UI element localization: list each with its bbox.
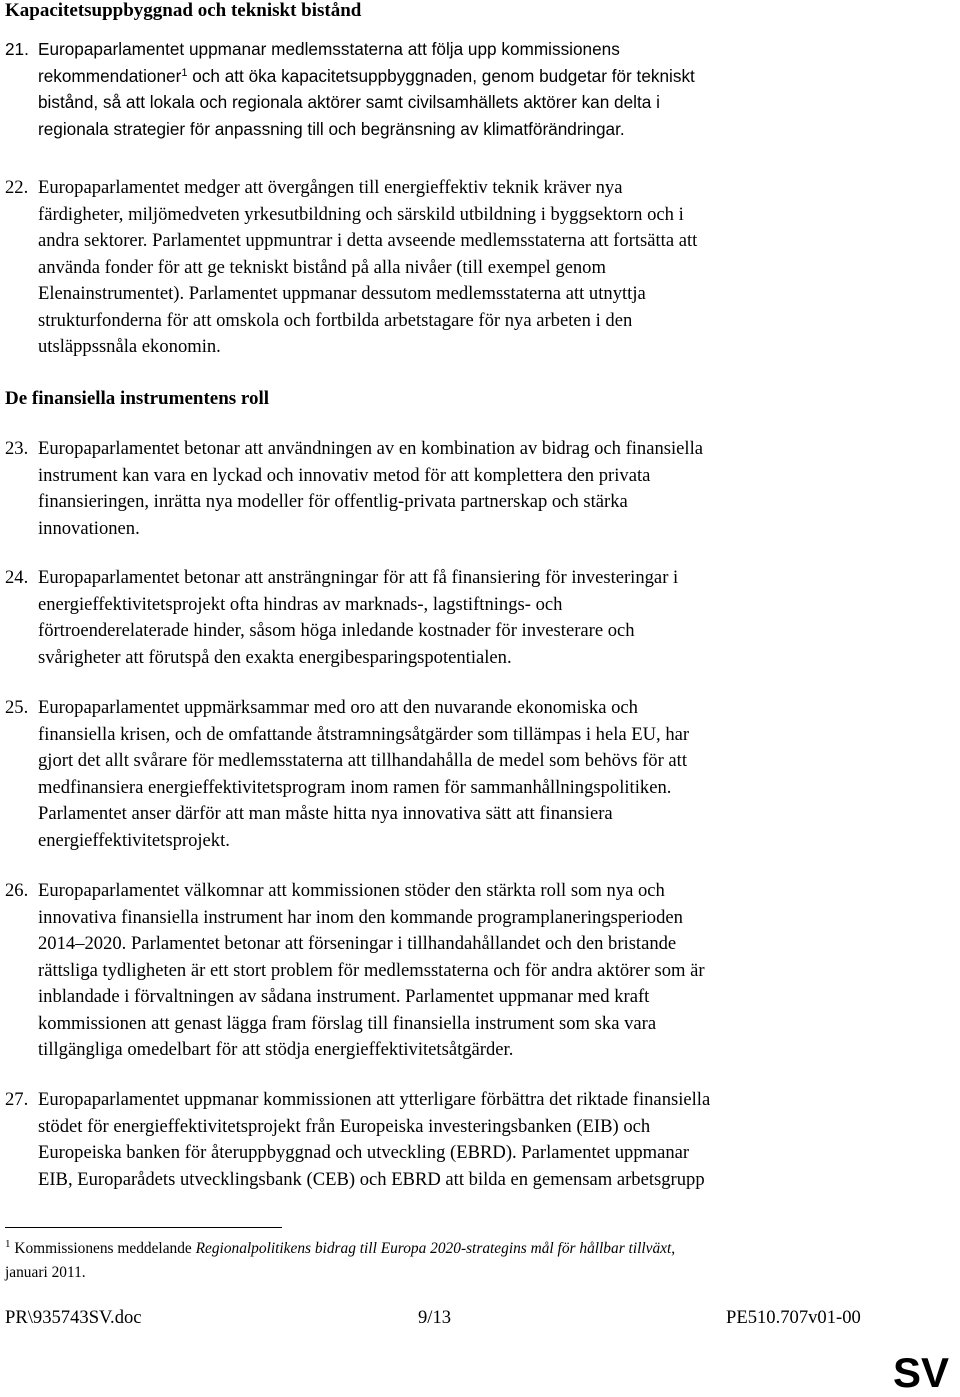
paragraph-line: gjort det allt svårare för medlemsstaterna att tillhandahålla de medel som behövs för att xyxy=(38,750,688,771)
paragraph-line: Europaparlamentet betonar att användningen av en kombination av bidrag och finansiella xyxy=(38,438,704,459)
paragraph-number: 23. xyxy=(5,438,29,459)
paragraph-line: Parlamentet anser därför att man måste hitta nya innovativa sätt att finansiera xyxy=(38,803,613,824)
paragraph-line: svårigheter att förutspå den exakta energibesparingspotentialen. xyxy=(38,646,512,668)
paragraph-line: Europaparlamentet välkomnar att kommissionen stöder den stärkta roll som nya och xyxy=(38,880,665,901)
paragraph-line: andra sektorer. Parlamentet uppmuntrar i detta avseende medlemsstaterna att fortsätta att xyxy=(38,230,698,251)
paragraph-line: energieffektivitetsprojekt ofta hindras av marknads-, lagstiftnings- och xyxy=(38,593,563,615)
paragraph-line: Europaparlamentet uppmanar medlemsstaterna att följa upp kommissionens xyxy=(38,39,620,59)
paragraph-line: använda fonder för att ge tekniskt bistånd på alla nivåer (till exempel genom xyxy=(38,256,606,278)
footnote-line-2: januari 2011. xyxy=(5,1264,86,1281)
paragraph-line: kommissionen att genast lägga fram förslag till finansiella instrument som ska vara xyxy=(38,1012,657,1034)
paragraph-line: stödet för energieffektivitetsprojekt från Europeiska investeringsbanken (EIB) och xyxy=(38,1115,651,1137)
paragraph-number: 25. xyxy=(5,697,29,718)
paragraph-line: Europaparlamentet medger att övergången till energieffektiv teknik kräver nya xyxy=(38,177,623,198)
paragraph-line: Europaparlamentet uppmärksammar med oro att den nuvarande ekonomiska och xyxy=(38,697,638,718)
paragraph-line: innovativa finansiella instrument har inom den kommande programplaneringsperioden xyxy=(38,906,683,928)
paragraph-number: 26. xyxy=(5,880,29,901)
paragraph-22 xyxy=(5,175,905,361)
footnote-italic-title: Regionalpolitikens bidrag till Europa 2020-strategins mål för hållbar tillväxt xyxy=(195,1240,672,1257)
page-number: 9/13 xyxy=(418,1307,452,1328)
footnote-text: Kommissionens meddelande xyxy=(14,1240,192,1257)
paragraph-line: Elenainstrumentet). Parlamentet uppmanar dessutom medlemsstaterna att utnyttja xyxy=(38,283,646,304)
paragraph-line: medfinansiera energieffektivitetsprogram inom ramen för sammanhållningspolitiken. xyxy=(38,776,672,798)
paragraph-line: finansiella krisen, och de omfattande åtstramningsåtgärder som tillämpas i hela EU, har xyxy=(38,723,690,745)
paragraph-line: Europaparlamentet uppmanar kommissionen att ytterligare förbättra det riktade finansiella xyxy=(38,1089,711,1110)
section-heading-financial-instruments: De finansiella instrumentens roll xyxy=(5,388,270,409)
doc-reference: PR\935743SV.doc xyxy=(5,1307,142,1328)
paragraph-21 xyxy=(5,36,905,142)
paragraph-line: energieffektivitetsprojekt. xyxy=(38,829,230,851)
footnote-separator xyxy=(5,1227,282,1228)
paragraph-line: innovationen. xyxy=(38,517,140,539)
paragraph-line: Europaparlamentet betonar att ansträngningar för att få finansiering för investeringar i xyxy=(38,567,679,588)
paragraph-line: regionala strategier för anpassning till och begränsning av klimatförändringar. xyxy=(38,118,625,139)
section-heading-capacity-building: Kapacitetsuppbyggnad och tekniskt bistånd xyxy=(5,0,362,21)
paragraph-24 xyxy=(5,565,905,671)
paragraph-26 xyxy=(5,878,905,1064)
paragraph-line: rättsliga tydligheten är ett stort problem för medlemsstaterna och för andra aktörer som är xyxy=(38,959,705,981)
paragraph-line: inblandade i förvaltningen av sådana instrument. Parlamentet uppmanar med kraft xyxy=(38,986,650,1007)
language-code: SV xyxy=(893,1349,950,1396)
paragraph-line: och att öka kapacitetsuppbyggnaden, genom budgetar för tekniskt xyxy=(192,65,695,86)
paragraph-number: 22. xyxy=(5,177,29,198)
footnote xyxy=(5,1237,885,1285)
paragraph-line: 2014–2020. Parlamentet betonar att förseningar i tillhandahållandet och den bristande xyxy=(38,933,677,954)
paragraph-line: instrument kan vara en lyckad och innovativ metod för att komplettera den privata xyxy=(38,464,651,486)
paragraph-line: tillgängliga omedelbart för att stödja energieffektivitetsåtgärder. xyxy=(38,1039,514,1060)
paragraph-line: EIB, Europarådets utvecklingsbank (CEB) och EBRD att bilda en gemensam arbetsgrupp xyxy=(38,1168,705,1190)
pe-reference: PE510.707v01-00 xyxy=(726,1307,861,1328)
footnote-punctuation: , xyxy=(671,1240,676,1257)
paragraph-line: strukturfonderna för att omskola och fortbilda arbetstagare för nya arbeten i den xyxy=(38,309,633,331)
paragraph-number: 21. xyxy=(5,39,29,59)
paragraph-line: förtroenderelaterade hinder, såsom höga inledande kostnader för investerare och xyxy=(38,620,635,641)
paragraph-line: bistånd, så att lokala och regionala aktörer samt civilsamhällets aktörer kan delta i xyxy=(38,92,660,112)
paragraph-23 xyxy=(5,436,905,542)
paragraph-number: 24. xyxy=(5,567,29,588)
footnote-reference[interactable]: 1 xyxy=(181,66,188,79)
paragraph-line: utsläppssnåla ekonomin. xyxy=(38,336,221,357)
footnote-marker: 1 xyxy=(5,1238,11,1250)
paragraph-25 xyxy=(5,695,905,854)
paragraph-line: rekommendationer xyxy=(38,65,182,86)
paragraph-number: 27. xyxy=(5,1089,29,1110)
paragraph-27 xyxy=(5,1087,905,1193)
paragraph-line: färdigheter, miljömedveten yrkesutbildning och särskild utbildning i byggsektorn och i xyxy=(38,203,684,225)
paragraph-line: finansieringen, inrätta nya modeller för offentlig-privata partnerskap och stärka xyxy=(38,491,628,512)
paragraph-line: Europeiska banken för återuppbyggnad och utveckling (EBRD). Parlamentet uppmanar xyxy=(38,1142,690,1163)
